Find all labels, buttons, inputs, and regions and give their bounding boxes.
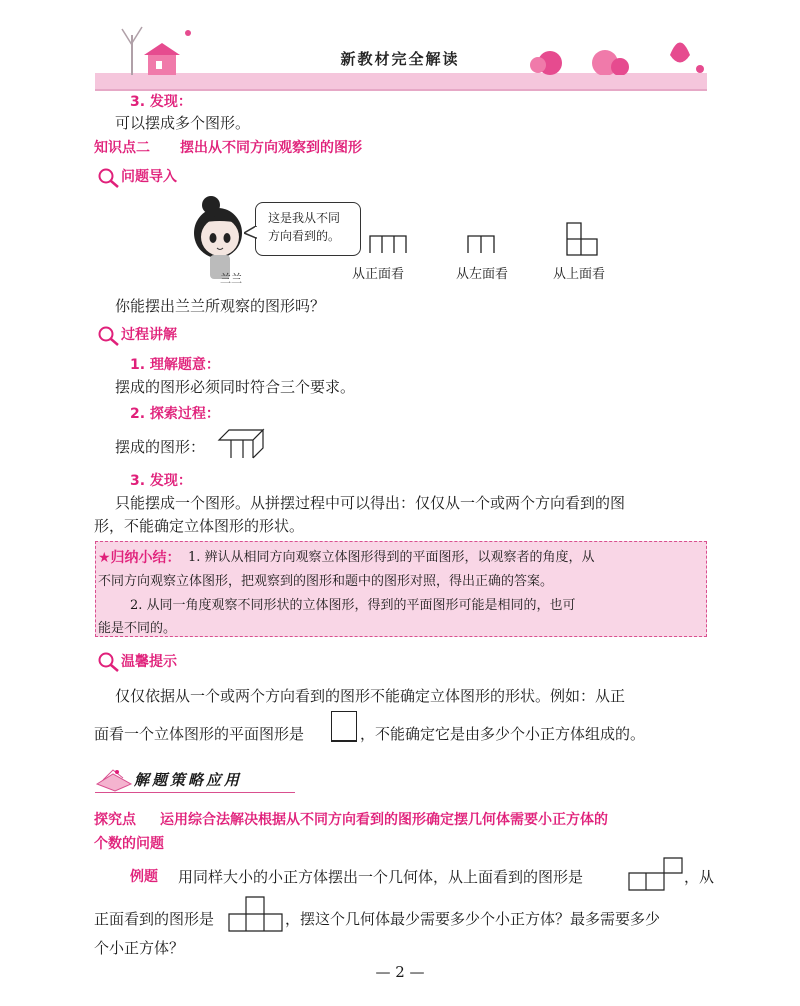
knowledge-point-label: 知识点二 xyxy=(94,140,150,156)
tip-line-2b: ，不能确定它是由多少个小正方体组成的。 xyxy=(360,725,646,743)
summary-line-3: 2. 从同一角度观察不同形状的立体图形，得到的平面图形可能是相同的，也可 xyxy=(130,598,576,613)
top-view-label: 从上面看 xyxy=(553,267,606,282)
example-line-3: 个小正方体？ xyxy=(94,939,185,957)
tree-decoration xyxy=(100,15,210,75)
flower-decoration xyxy=(520,25,710,75)
step1-label: 1. 理解题意： xyxy=(130,357,220,373)
discovery-label: 3. 发现： xyxy=(130,94,192,110)
summary-label: ★归纳小结： xyxy=(98,550,181,566)
step3-label: 3. 发现： xyxy=(130,473,192,489)
example-line-2a: 正面看到的图形是 xyxy=(94,910,215,928)
intro-question: 你能摆出兰兰所观察的图形吗？ xyxy=(115,297,326,315)
front-view-figure xyxy=(368,234,408,254)
top-view-figure xyxy=(565,221,599,257)
step3-line-1: 只能摆成一个图形。从拼摆过程中可以得出：仅仅从一个或两个方向看到的图 xyxy=(115,494,626,512)
strategy-heading: 解题策略应用 xyxy=(134,771,243,789)
front-view-label: 从正面看 xyxy=(352,267,405,282)
example-label: 例题 xyxy=(130,869,158,885)
page-header-title: 新教材完全解读 xyxy=(340,50,460,68)
summary-line-2: 不同方向观察立体图形，把观察到的图形和题中的图形对照，得出正确的答案。 xyxy=(98,574,554,589)
left-view-figure xyxy=(466,234,496,254)
tip-heading: 温馨提示 xyxy=(121,654,177,670)
step2-text: 摆成的图形： xyxy=(115,438,206,456)
step2-label: 2. 探索过程： xyxy=(130,406,220,422)
tip-line-2a: 面看一个立体图形的平面图形是 xyxy=(94,725,305,743)
explore-label: 探究点 xyxy=(94,812,136,828)
discovery-text: 可以摆成多个图形。 xyxy=(115,114,251,132)
bubble-tail xyxy=(244,226,258,240)
step1-text: 摆成的图形必须同时符合三个要求。 xyxy=(115,378,356,396)
book-icon xyxy=(95,766,133,792)
example-line-2b: ，摆这个几何体最少需要多少个小正方体？最多需要多少 xyxy=(285,910,661,928)
page-number: — 2 — xyxy=(375,963,425,981)
example-front-view-figure xyxy=(228,896,284,932)
strategy-underline xyxy=(95,792,295,793)
example-top-view-figure xyxy=(628,857,684,891)
tip-figure-cell-top xyxy=(331,711,357,741)
summary-line-1: 1. 辨认从相同方向观察立体图形得到的平面图形，以观察者的角度，从 xyxy=(188,550,595,565)
tip-figure-bottom xyxy=(331,740,357,742)
speech-line-2: 方向看到的。 xyxy=(268,229,341,243)
speech-line-1: 这是我从不同 xyxy=(268,211,341,225)
left-view-label: 从左面看 xyxy=(456,267,509,282)
example-line-1b: ，从 xyxy=(684,868,715,886)
explore-line-2: 个数的问题 xyxy=(94,836,164,852)
knowledge-point-title: 摆出从不同方向观察到的图形 xyxy=(180,140,362,156)
step3-line-2: 形，不能确定立体图形的形状。 xyxy=(94,517,305,535)
header-rule xyxy=(95,89,707,91)
magnifier-icon xyxy=(97,325,119,347)
magnifier-icon xyxy=(97,167,119,189)
header-band xyxy=(95,73,707,89)
summary-line-4: 能是不同的。 xyxy=(98,621,177,636)
tip-line-1: 仅仅依据从一个或两个方向看到的图形不能确定立体图形的形状。例如：从正 xyxy=(115,687,626,705)
magnifier-icon xyxy=(97,651,119,673)
example-line-1a: 用同样大小的小正方体摆出一个几何体，从上面看到的图形是 xyxy=(178,868,584,886)
explore-line-1: 运用综合法解决根据从不同方向看到的图形确定摆几何体需要小正方体的 xyxy=(160,812,608,828)
character-name: 兰兰 xyxy=(220,272,242,285)
intro-heading: 问题导入 xyxy=(121,169,177,185)
process-heading: 过程讲解 xyxy=(121,327,177,343)
built-shape-figure xyxy=(217,426,265,462)
